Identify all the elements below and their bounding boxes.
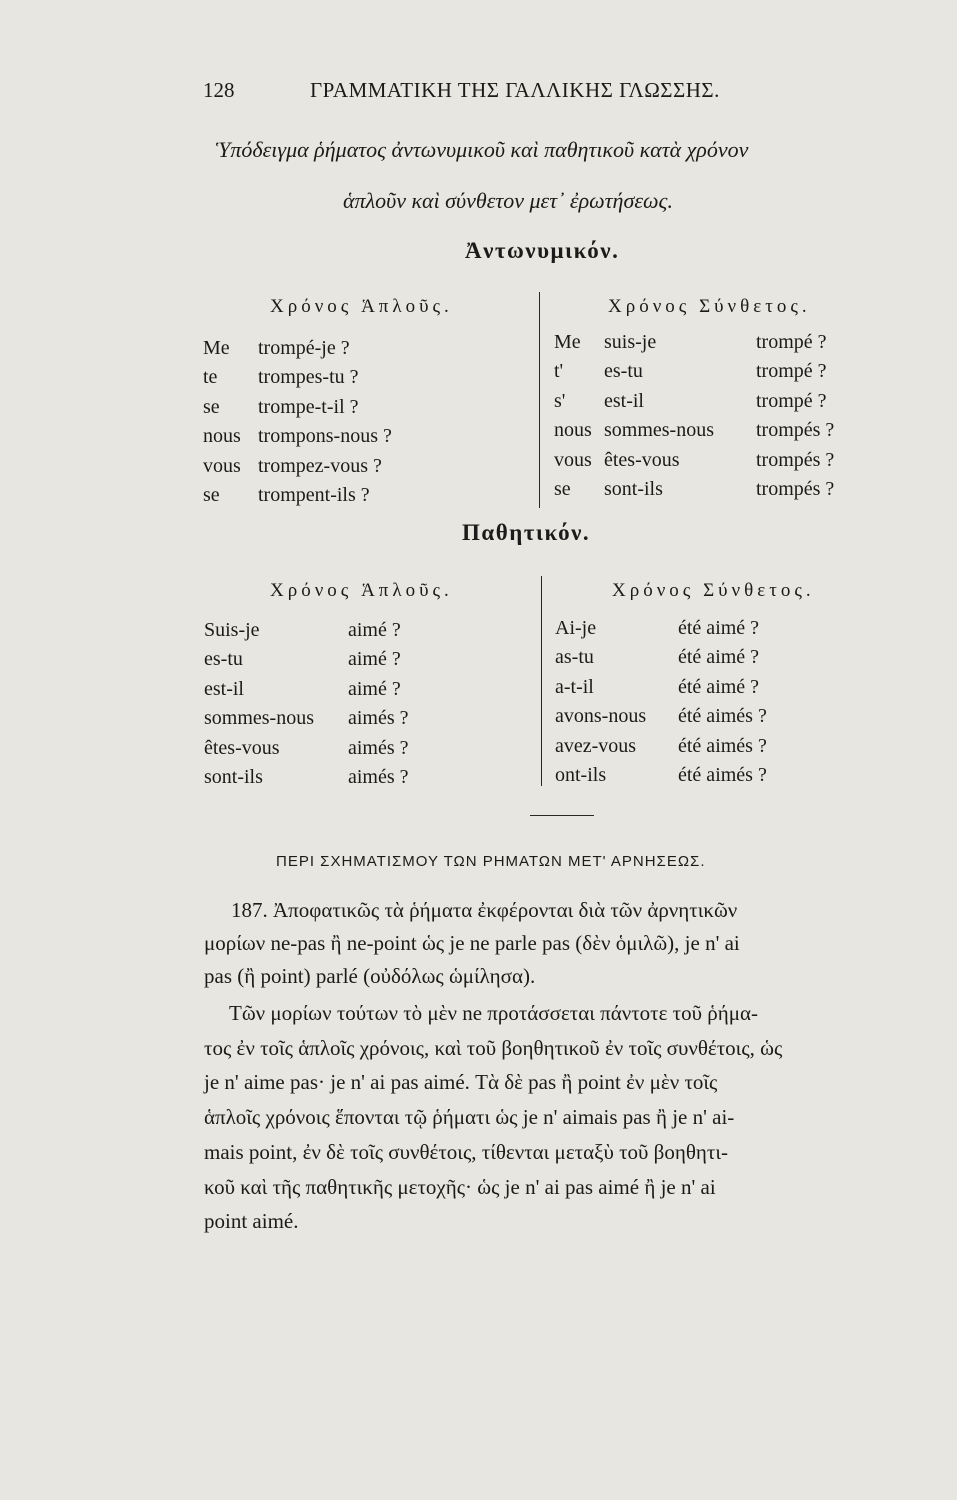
- passive-simple-cell: aimés ?: [348, 766, 409, 788]
- pronominal-simple-cell: te: [203, 366, 218, 389]
- paragraph-particles-line: τος ἐν τοῖς ἁπλοῖς χρόνοις, καὶ τοῦ βοηθητικοῦ ἐν τοῖς συνθέτοις, ὡς: [204, 1035, 783, 1060]
- passive-compound-cell: été aimés ?: [678, 764, 767, 786]
- pronominal-simple-cell: trompons-nous ?: [258, 425, 392, 448]
- pronominal-compound-cell: trompés ?: [756, 478, 835, 500]
- pronominal-compound-cell: nous: [554, 419, 592, 442]
- passive-column-divider: [541, 576, 542, 786]
- pronominal-compound-cell: trompé ?: [756, 389, 827, 412]
- pronominal-compound-cell: trompé ?: [756, 360, 827, 383]
- pronominal-compound-cell: vous: [554, 448, 592, 471]
- passive-compound-cell: été aimé ?: [678, 617, 760, 639]
- pronominal-compound-cell: êtes-vous: [604, 448, 680, 471]
- pronominal-simple-cell: trompe-t-il ?: [258, 395, 359, 418]
- pronominal-simple-cell: trompé-je ?: [258, 337, 350, 359]
- pronominal-simple-cell: se: [203, 395, 220, 418]
- paragraph-particles-line: je n' aime pas· je n' ai pas aimé. Τὰ δὲ pas ἢ point ἐν μὲν τοῖς: [204, 1070, 718, 1095]
- passive-simple-cell: Suis-je: [204, 619, 260, 641]
- pronominal-compound-cell: es-tu: [604, 360, 643, 383]
- paragraph-particles-line: mais point, ἐν δὲ τοῖς συνθέτοις, τίθενται μεταξὺ τοῦ βοηθητι-: [204, 1139, 728, 1164]
- passive-compound-cell: as-tu: [555, 646, 594, 669]
- passive-title: Παθητικόν.: [462, 520, 591, 545]
- pronominal-compound-cell: est-il: [604, 389, 644, 412]
- paragraph-187-line: μορίων ne-pas ἢ ne-point ὡς je ne parle pas (δὲν ὁμιλῶ), je n' ai: [204, 931, 740, 955]
- passive-compound-cell: avons-nous: [555, 705, 647, 728]
- pronominal-compound-cell: suis-je: [604, 331, 657, 353]
- paragraph-187-line: pas (ἢ point) parlé (οὐδόλως ὡμίλησα).: [204, 964, 536, 988]
- pronominal-simple-cell: trompent-ils ?: [258, 484, 370, 506]
- passive-compound-cell: été aimés ?: [678, 734, 767, 757]
- pronominal-title: Ἀντωνυμικόν.: [465, 238, 620, 263]
- passive-compound-cell: été aimé ?: [678, 646, 760, 669]
- paragraph-particles-line: ἁπλοῖς χρόνοις ἕπονται τῷ ῥήματι ὡς je n' aimais pas ἢ je n' ai-: [204, 1105, 735, 1130]
- passive-compound-cell: été aimé ?: [678, 675, 760, 698]
- passive-compound-cell: ont-ils: [555, 764, 607, 786]
- paragraph-particles-line: Τῶν μορίων τούτων τὸ μὲν ne προτάσσεται πάντοτε τοῦ ῥήμα-: [229, 1001, 758, 1025]
- pronominal-compound-cell: Me: [554, 331, 581, 353]
- passive-simple-cell: sont-ils: [204, 766, 263, 788]
- caption-line-1: Ὑπόδειγμα ῥήματος ἀντωνυμικοῦ καὶ παθητικοῦ κατὰ χρόνον: [216, 137, 749, 162]
- pronominal-compound-cell: trompé ?: [756, 331, 827, 353]
- pronominal-simple-cell: nous: [203, 425, 241, 448]
- pronominal-compound-cell: se: [554, 478, 571, 500]
- passive-simple-cell: aimé ?: [348, 619, 401, 641]
- pronominal-compound-cell: t': [554, 360, 564, 383]
- passive-simple-cell: aimé ?: [348, 648, 401, 671]
- passive-simple-cell: aimé ?: [348, 677, 401, 700]
- passive-simple-cell: aimés ?: [348, 736, 409, 759]
- pronominal-simple-cell: trompes-tu ?: [258, 366, 359, 389]
- pronominal-compound-cell: sommes-nous: [604, 419, 714, 442]
- paragraph-particles-line: κοῦ καὶ τῆς παθητικῆς μετοχῆς· ὡς je n' ai pas aimé ἢ je n' ai: [204, 1174, 716, 1199]
- passive-simple-cell: sommes-nous: [204, 707, 314, 730]
- page-header: [203, 78, 803, 108]
- section-divider: [530, 815, 594, 816]
- passive-simple-cell: aimés ?: [348, 707, 409, 730]
- pronominal-simple-cell: vous: [203, 454, 241, 477]
- running-title: ΓΡΑΜΜΑΤΙΚΗ ΤΗΣ ΓΑΛΛΙΚΗΣ ΓΛΩΣΣΗΣ.: [310, 78, 720, 102]
- negation-section-heading: ΠΕΡΙ ΣΧΗΜΑΤΙΣΜΟΥ ΤΩΝ ΡΗΜΑΤΩΝ ΜΕΤ' ΑΡΝΗΣΕΩΣ.: [276, 853, 706, 870]
- pronominal-simple-heading: Χρόνος Ἁπλοῦς.: [270, 296, 453, 317]
- pronominal-compound-heading: Χρόνος Σύνθετος.: [608, 296, 811, 317]
- pronominal-compound-cell: sont-ils: [604, 478, 663, 500]
- passive-simple-heading: Χρόνος Ἁπλοῦς.: [270, 580, 453, 601]
- pronominal-simple-cell: trompez-vous ?: [258, 454, 382, 477]
- pronominal-column-divider: [539, 292, 540, 508]
- caption-line-2: ἁπλοῦν καὶ σύνθετον μετ᾽ ἐρωτήσεως.: [343, 188, 673, 213]
- pronominal-compound-cell: s': [554, 389, 566, 412]
- passive-compound-cell: été aimés ?: [678, 705, 767, 728]
- paragraph-187-line: 187. Ἀποφατικῶς τὰ ῥήματα ἐκφέρονται διὰ τῶν ἀρνητικῶν: [231, 898, 738, 922]
- pronominal-compound-cell: trompés ?: [756, 448, 835, 471]
- pronominal-simple-cell: Me: [203, 337, 230, 359]
- passive-simple-cell: es-tu: [204, 648, 243, 671]
- pronominal-compound-cell: trompés ?: [756, 419, 835, 442]
- passive-compound-heading: Χρόνος Σύνθετος.: [612, 580, 815, 601]
- passive-simple-cell: est-il: [204, 677, 244, 700]
- page-number: 128: [203, 78, 235, 102]
- paragraph-particles-line: point aimé.: [204, 1209, 299, 1234]
- pronominal-simple-cell: se: [203, 484, 220, 506]
- passive-compound-cell: Ai-je: [555, 617, 597, 639]
- passive-compound-cell: a-t-il: [555, 675, 594, 698]
- passive-simple-cell: êtes-vous: [204, 736, 280, 759]
- passive-compound-cell: avez-vous: [555, 734, 637, 757]
